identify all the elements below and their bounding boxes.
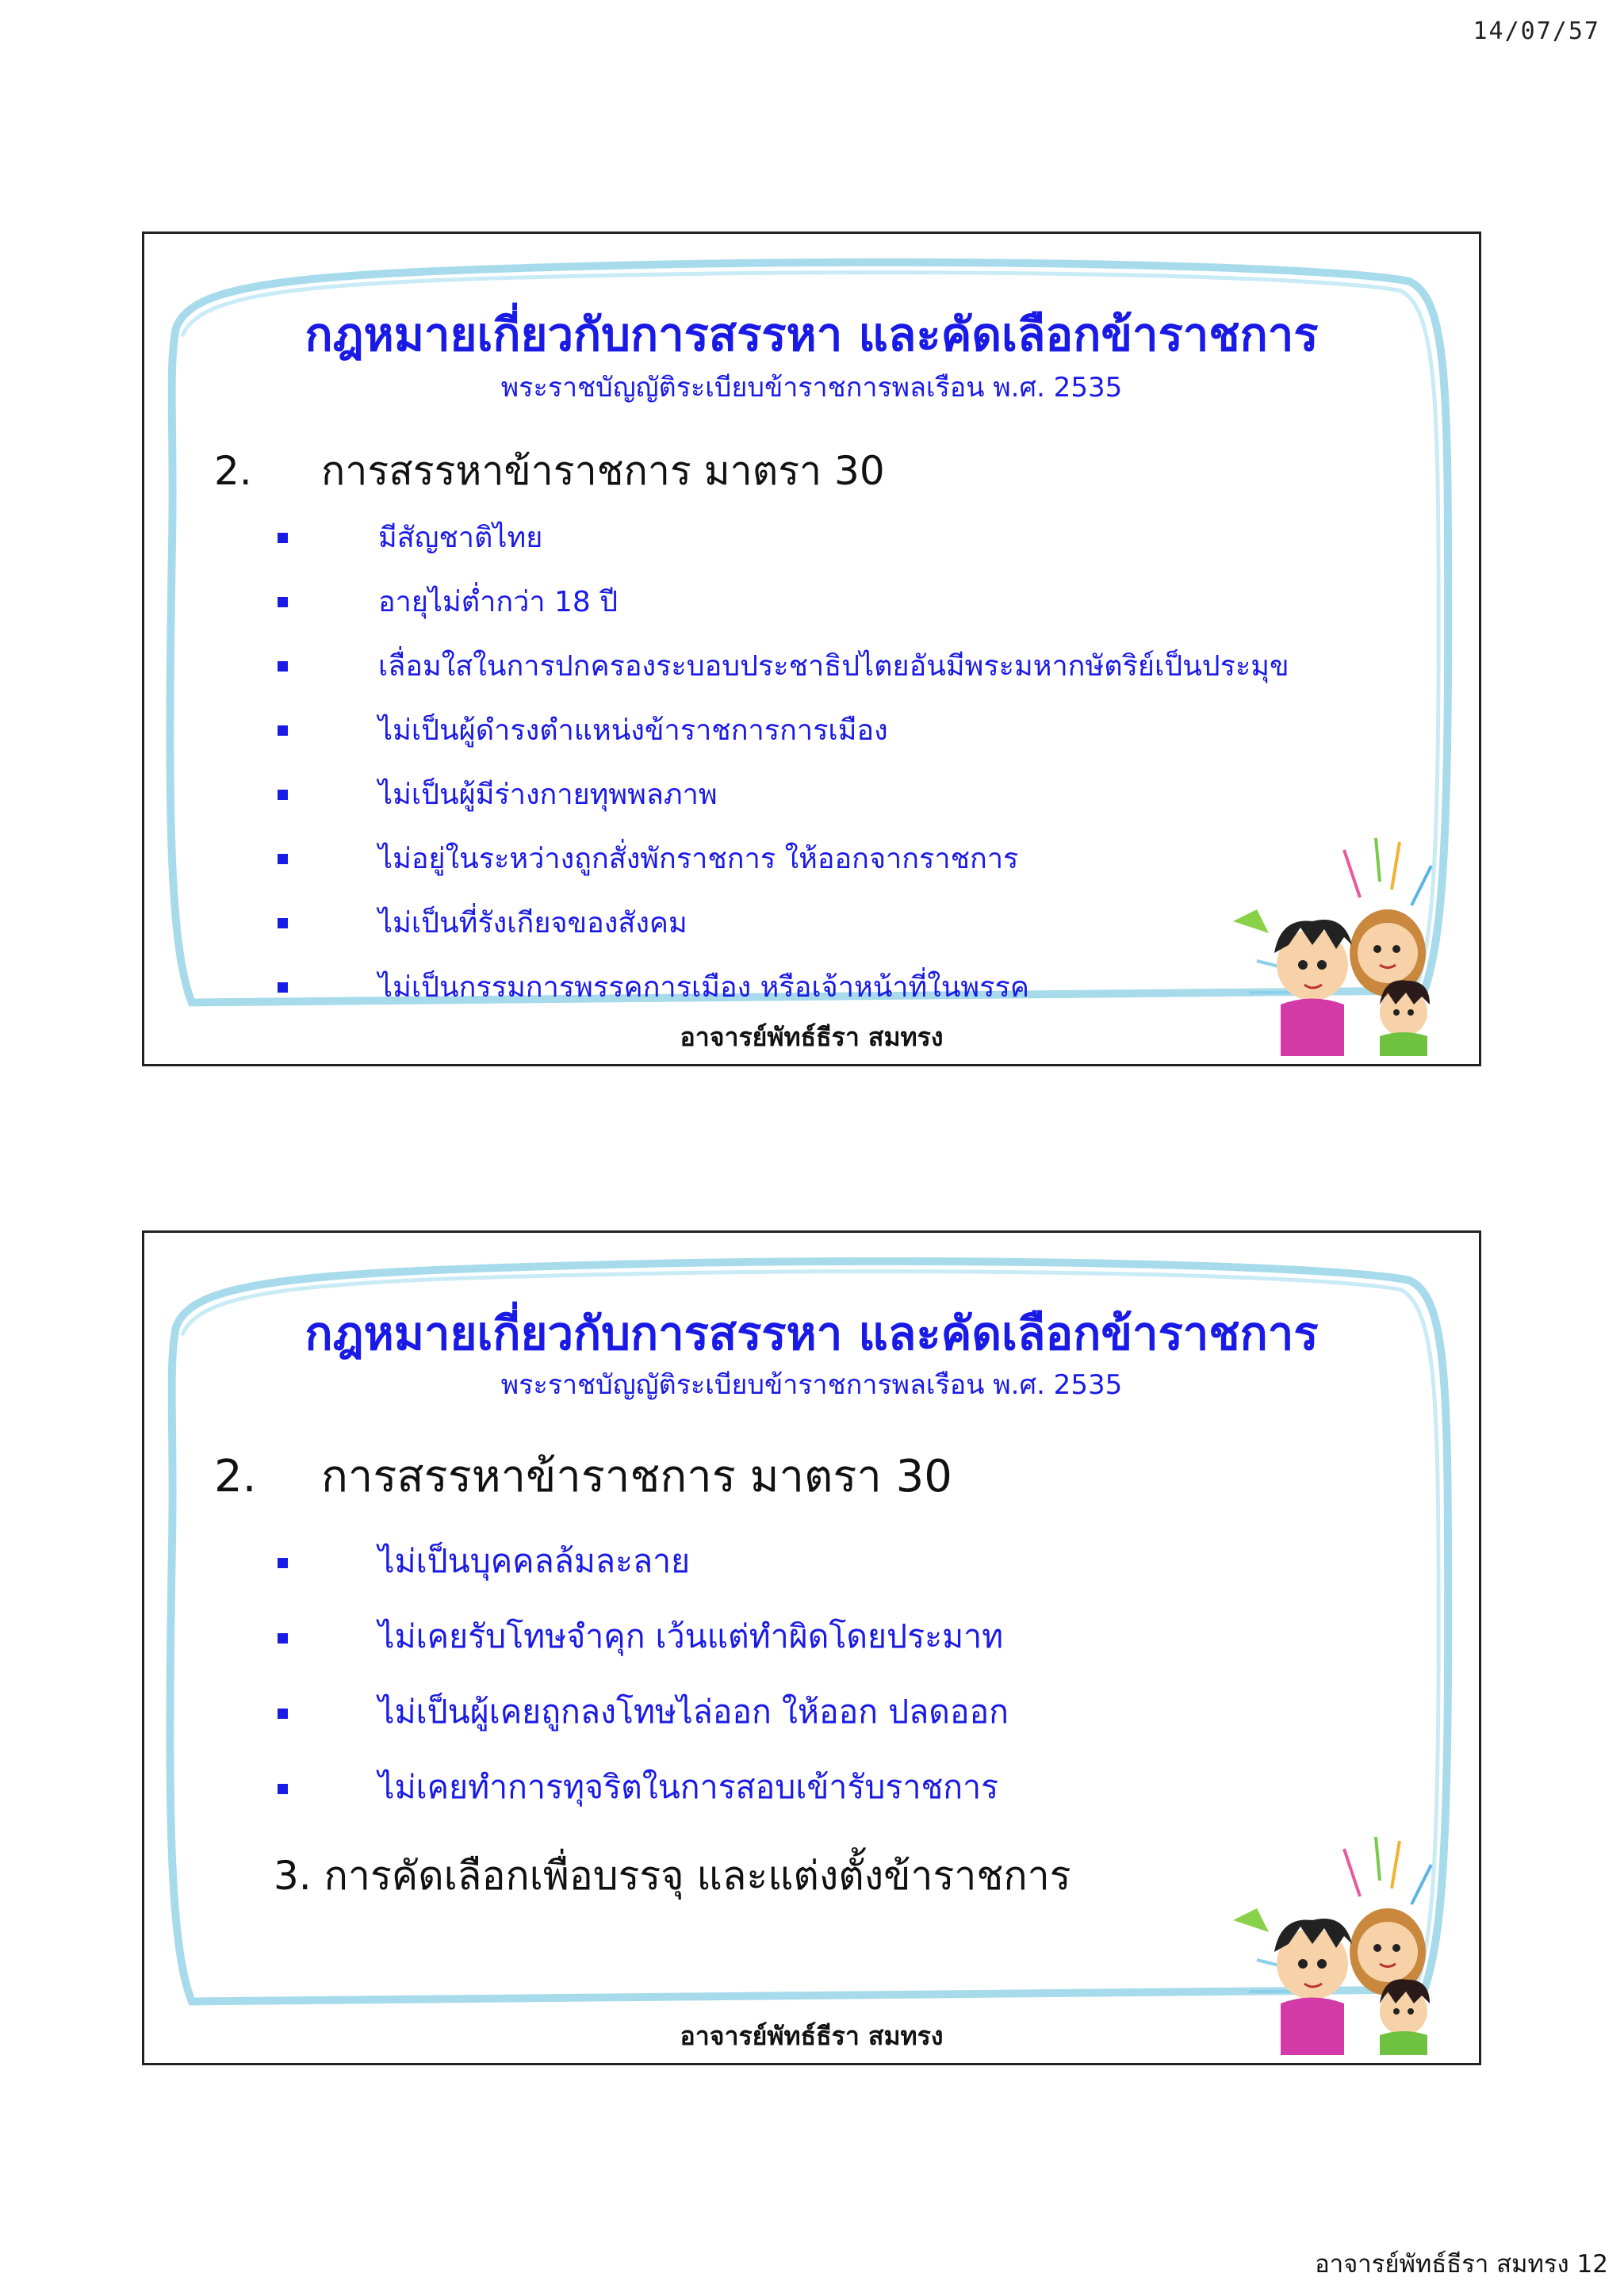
bullet-square-icon	[278, 790, 288, 800]
page-date: 14/07/57	[1473, 17, 1600, 45]
slide-title: กฎหมายเกี่ยวกับการสรรหา และคัดเลือกข้าราชการ	[304, 1307, 1319, 1360]
section-number: 2.	[214, 448, 252, 494]
bullet-text: มีสัญชาติไทย	[378, 522, 543, 554]
bullet-text: ไม่เคยรับโทษจำคุก เว้นแต่ทำผิดโดยประมาท	[378, 1617, 1004, 1655]
bullet-text: ไม่เป็นผู้ดำรงตำแหน่งข้าราชการการเมือง	[378, 714, 888, 747]
section-label: การสรรหาข้าราชการ มาตรา 30	[321, 448, 885, 494]
bullet-square-icon	[278, 1784, 288, 1794]
bullet-text: ไม่เป็นกรรมการพรรคการเมือง หรือเจ้าหน้าที่ในพรรค	[378, 971, 1029, 1004]
section-heading	[214, 1441, 952, 1511]
bullet-text: ไม่เป็นผู้มีร่างกายทุพพลภาพ	[378, 779, 718, 811]
slide-1	[142, 232, 1481, 1066]
section-3-heading: 3. การคัดเลือกเพื่อบรรจุ และแต่งตั้งข้าราชการ	[274, 1853, 1071, 1899]
bullet-text: ไม่เป็นผู้เคยถูกลงโทษไล่ออก ให้ออก ปลดออก	[378, 1693, 1009, 1731]
section-heading	[214, 440, 885, 503]
bullet-text: ไม่เป็นที่รังเกียจของสังคม	[378, 907, 688, 939]
author-credit: อาจารย์พัทธ์ธีรา สมทรง	[680, 1022, 944, 1052]
slide-2	[142, 1230, 1481, 2065]
bullet-square-icon	[278, 533, 288, 543]
bullet-square-icon	[278, 661, 288, 672]
bullet-text: ไม่เคยทำการทุจริตในการสอบเข้ารับราชการ	[378, 1768, 999, 1806]
section-label: การสรรหาข้าราชการ มาตรา 30	[321, 1451, 952, 1502]
bullet-text: อายุไม่ต่ำกว่า 18 ปี	[378, 586, 619, 618]
bullet-square-icon	[278, 1709, 288, 1719]
slide-subtitle: พระราชบัญญัติระเบียบข้าราชการพลเรือน พ.ศ. 2535	[500, 372, 1123, 404]
bullet-text: ไม่อยู่ในระหว่างถูกสั่งพักราชการ ให้ออกจากราชการ	[378, 843, 1019, 875]
bullet-square-icon	[278, 597, 288, 607]
section-number: 2.	[214, 1451, 257, 1502]
bullet-text: เลื่อมใสในการปกครองระบอบประชาธิปไตยอันมีพระมหากษัตริย์เป็นประมุข	[378, 650, 1289, 683]
slide-title: กฎหมายเกี่ยวกับการสรรหา และคัดเลือกข้าราชการ	[304, 308, 1319, 362]
bullet-square-icon	[278, 1558, 288, 1568]
author-credit: อาจารย์พัทธ์ธีรา สมทรง	[680, 2021, 944, 2051]
bullet-square-icon	[278, 918, 288, 928]
slide-subtitle: พระราชบัญญัติระเบียบข้าราชการพลเรือน พ.ศ. 2535	[500, 1369, 1123, 1401]
bullet-square-icon	[278, 854, 288, 864]
bullet-text: ไม่เป็นบุคคลล้มละลาย	[378, 1542, 691, 1580]
bullet-square-icon	[278, 725, 288, 736]
page-footer: อาจารย์พัทธ์ธีรา สมทรง 12	[1315, 2250, 1608, 2279]
bullet-square-icon	[278, 982, 288, 993]
bullet-square-icon	[278, 1633, 288, 1644]
